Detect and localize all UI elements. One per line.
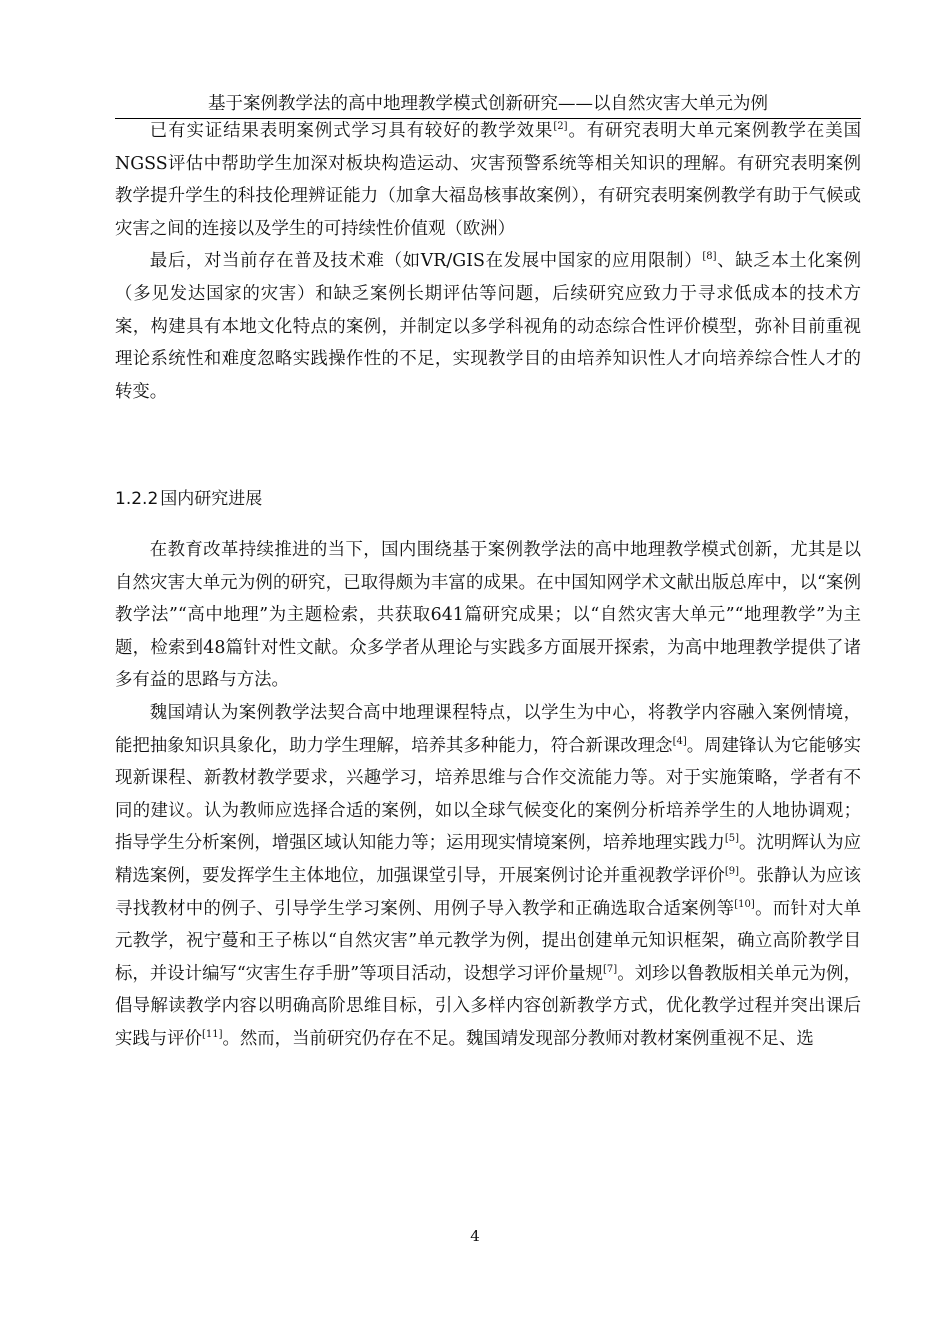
citation: [4] — [672, 735, 687, 747]
paragraph-text: 最后，对当前存在普及技术难（如VR/GIS在发展中国家的应用限制） — [149, 251, 703, 272]
section-number: 1.2.2 — [115, 489, 159, 509]
paragraph-empirical-results — [115, 115, 861, 245]
paragraph-text: 。然而，当前研究仍存在不足。魏国靖发现部分教师对教材案例重视不足、选 — [222, 1028, 814, 1049]
citation: [7] — [603, 963, 618, 975]
citation: [9] — [724, 866, 740, 878]
section-title: 国内研究进展 — [160, 489, 263, 509]
paragraph-conclusion — [115, 245, 861, 408]
paragraph-text: 。刘珍以鲁教版相关单元为例，倡导解读教学内容以明确高阶思维目标，引入多样内容创新教学方式，优化教学过程并突出课后实践与评价 — [115, 963, 861, 1049]
paragraph-text: 。有研究表明大单元案例教学在美国NGSS评估中帮助学生加深对板块构造运动、灾害预警系统等相关知识的理解。有研究表明案例教学提升学生的科技伦理辨证能力（加拿大福岛核事故案例），有研究表明案例教学有助于气候或灾害之间的连接以及学生的可持续性价值观（欧洲） — [115, 121, 861, 239]
section-2-body — [115, 534, 861, 1056]
paragraph-text: 。张静认为应该寻找教材中的例子、引导学生学习案例、用例子导入教学和正确选取合适案例等 — [115, 865, 861, 919]
citation: [2] — [553, 121, 568, 133]
paragraph-text: 。而针对大单元教学，祝宁蔓和王子栋以“自然灾害”单元教学为例，提出创建单元知识框架，确立高阶教学目标，并设计编写“灾害生存手册”等项目活动，设想学习评价量规 — [115, 898, 861, 984]
page-number: 4 — [470, 1227, 480, 1245]
running-header: 基于案例教学法的高中地理教学模式创新研究——以自然灾害大单元为例 — [208, 94, 768, 114]
paragraph-text: 、缺乏本土化案例（多见发达国家的灾害）和缺乏案例长期评估等问题，后续研究应致力于寻求低成本的技术方案，构建具有本地文化特点的案例，并制定以多学科视角的动态综合性评价模型，弥补目前重视理论系统性和难度忽略实践操作性的不足，实现教学目的由培养知识性人才向培养综合性人才的转变。 — [115, 251, 861, 402]
citation: [5] — [724, 833, 740, 845]
section-1-body — [115, 115, 861, 408]
paragraph-text: 魏国靖认为案例教学法契合高中地理课程特点，以学生为中心，将教学内容融入案例情境，能把抽象知识具象化，助力学生理解，培养其多种能力，符合新课改理念 — [115, 702, 861, 756]
paragraph-overview — [115, 534, 861, 697]
citation: [8] — [702, 251, 717, 263]
paragraph-text: 已有实证结果表明案例式学习具有较好的教学效果 — [149, 121, 554, 141]
paragraph-text: 。沈明辉认为应精选案例，要发挥学生主体地位，加强课堂引导，开展案例讨论并重视教学评价 — [115, 833, 861, 886]
section-heading — [115, 486, 262, 512]
paragraph-literature-review — [115, 697, 861, 1056]
paragraph-text: 。周建锋认为它能够实现新课程、新教材教学要求，兴趣学习，培养思维与合作交流能力等。对于实施策略，学者有不同的建议。认为教师应选择合适的案例，如以全球气候变化的案例分析培养学生的人地协调观；指导学生分析案例，增强区域认知能力等；运用现实情境案例，培养地理实践力 — [115, 735, 861, 854]
paragraph-text: 在教育改革持续推进的当下，国内围绕基于案例教学法的高中地理教学模式创新，尤其是以自然灾害大单元为例的研究，已取得颇为丰富的成果。在中国知网学术文献出版总库中，以“案例教学法”“高中地理”为主题检索，共获取641篇研究成果；以“自然灾害大单元”“地理教学”为主题，检索到48篇针对性文献。众多学者从理论与实践多方面展开探索，为高中地理教学提供了诸多有益的思路与方法。 — [115, 540, 861, 691]
citation: [10] — [734, 898, 755, 910]
citation: [11] — [201, 1029, 223, 1041]
